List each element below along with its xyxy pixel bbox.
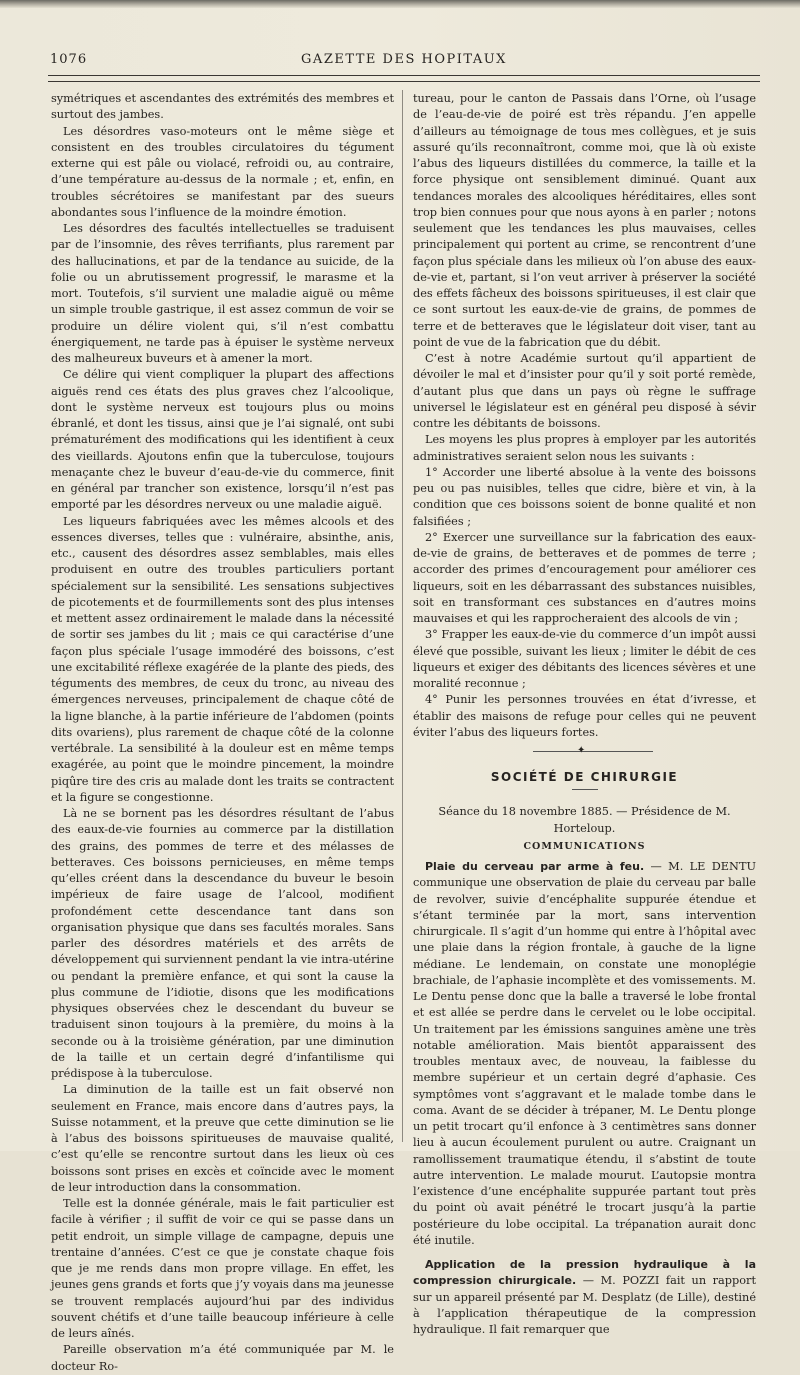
- article-text: fait un rapport sur un appareil présenté par M. Desplatz (de Lille), destiné à l’application thérapeutique de la compression hydraulique. Il fait remarquer que: [413, 1274, 756, 1336]
- paragraph: Ce délire qui vient compliquer la plupart des affections aiguës rend ces états des plus graves chez l’alcoolique, dont le système nerveux est toujours plus ou moins ébranlé, et dont les tissus, ainsi que je l’ai signalé, ont subi prématurément des modifications qui les identifient à ceux des vieillards. Ajoutons enfin que la tuberculose, toujours menaçante chez le buveur d’eau-de-vie du commerce, finit en général par trancher son existence, lorsqu’il n’est pas emporté par les désordres nerveux ou une maladie aiguë.: [51, 368, 394, 512]
- scan-top-edge: [0, 0, 800, 8]
- page-header: [50, 52, 758, 68]
- article-heading: Application de la pression hydraulique à la compression chirurgicale.: [413, 1258, 756, 1288]
- paragraph: Les liqueurs fabriquées avec les mêmes alcools et des essences diverses, telles que : vulnéraire, absinthe, anis, etc., causent des désordres assez semblables, mais elles produisent en outre des troubles particuliers portant spécialement sur la sensibilité. Les sensations subjectives de picotements et de fourmillements sont des plus intenses et mettent assez ordinairement le malade dans la nécessité de sortir ses jambes du lit ; mais ce qui caractérise d’une façon plus spéciale l’usage immodéré des boissons, c’est une excitabilité réflexe exagérée de la plante des pieds, des téguments des membres, de ceux du tronc, au niveau des émergences nerveuses, principalement de chaque côté de la ligne blanche, à la partie inférieure de l’abdomen (points dits ovariens), plus rarement de chaque côté de la colonne vertébrale. La sensibilité à la douleur est en même temps exagérée, au point que le moindre pincement, la moindre piqûre tire des cris au malade dont les traits se contractent et la figure se congestionne.: [51, 514, 394, 804]
- article-heading: Plaie du cerveau par arme à feu.: [425, 860, 645, 873]
- paragraph: Là ne se bornent pas les désordres résultant de l’abus des eaux-de-vie fournies au commerce par la distillation des grains, des pommes de terre et des mélasses de betteraves. Ces boissons pernicieuses, en même temps qu’elles créent dans la descendance du buveur le besoin impérieux de faire usage de l’alcool, modifient profondément cette descendance tant dans son organisation physique que dans ses facultés morales. Sans parler des désordres matériels et des arrêts de développement qui surviennent pendant la vie intra-utérine ou pendant la première enfance, et qui sont la cause la plus commune de l’idiotie, disons que les modifications physiques observées chez le descendant du buveur se traduisent sinon toujours à la première, du moins à la seconde ou à la troisième génération, par une diminution de la taille et un certain degré d’infantilisme qui prédispose à la tuberculose.: [51, 807, 394, 1080]
- article-paragraph: Application de la pression hydraulique à la compression chirurgicale. — M. POZZI fait un rapport sur un appareil présenté par M. Desplatz (de Lille), destiné à l’application thérapeutique de la compression hydraulique. Il fait remarquer que: [413, 1258, 756, 1336]
- paragraph: La diminution de la taille est un fait observé non seulement en France, mais encore dans d’autres pays, la Suisse notamment, et la preuve que cette diminution se lie à l’abus des boissons spiritueuses de mauvaise qualité, c’est qu’elle se rencontre surtout dans les lieux où ces boissons sont prises en excès et coïncide avec le moment de leur introduction dans la consommation.: [51, 1083, 394, 1194]
- article-author: M. LE DENTU: [668, 860, 756, 873]
- paragraph: tureau, pour le canton de Passais dans l’Orne, où l’usage de l’eau-de-vie de poiré est très répandu. J’en appelle d’ailleurs au témoignage de tous mes collègues, et je suis assuré qu’ils reconnaîtront, comme moi, que là où existe l’abus des liqueurs distillées du commerce, la taille et la force physique ont sensiblement diminué. Quant aux tendances morales des alcooliques héréditaires, elles sont trop bien connues pour que nous ayons à en parler ; notons seulement que les tendances les plus mauvaises, celles principalement qui portent au crime, se rencontrent d’une façon plus spéciale dans les milieux où l’on abuse des eaux-de-vie et, partant, si l’on veut arriver à préserver la société des effets fâcheux des boissons spiritueuses, il est clair que ce sont surtout les eaux-de-vie de grains, de pommes de terre et de betteraves que le législateur doit viser, tant au point de vue de la fabrication que du débit.: [413, 92, 756, 349]
- article-author: M. POZZI: [600, 1274, 660, 1288]
- journal-title: GAZETTE DES HOPITAUX: [301, 52, 507, 67]
- subheading: COMMUNICATIONS: [523, 840, 646, 852]
- list-item: 1° Accorder une liberté absolue à la vente des boissons peu ou pas nuisibles, telles que cidre, bière et vin, à la condition que ces boissons soient de bonne qualité et non falsifiées ;: [413, 465, 756, 528]
- paragraph: C’est à notre Académie surtout qu’il appartient de dévoiler le mal et d’insister pour qu’il y soit porté remède, d’autant plus que dans un pays où règne le suffrage universel le législateur est en général peu disposé à sévir contre les débitants de boissons.: [413, 352, 756, 430]
- paragraph: Telle est la donnée générale, mais le fait particulier est facile à vérifier ; il suffit de voir ce qui se passe dans un petit endroit, un simple village de campagne, depuis une trentaine d’années. C’est ce que je constate chaque fois que je me rends dans mon propre village. En effet, les jeunes gens grands et forts que j’y voyais dans ma jeunesse se trouvent remplacés aujourd’hui par des individus souvent chétifs et d’une taille beaucoup inférieure à celle de leurs aînés.: [51, 1197, 394, 1340]
- section-divider: [413, 741, 756, 763]
- page-number: 1076: [50, 52, 88, 67]
- left-column: [51, 91, 394, 1375]
- divider-line: [533, 751, 653, 752]
- paragraph: Pareille observation m’a été communiquée par M. le docteur Ro-: [51, 1343, 394, 1373]
- short-rule: [572, 789, 598, 790]
- right-column: [413, 91, 756, 1338]
- list-item: 3° Frapper les eaux-de-vie du commerce d’un impôt aussi élevé que possible, suivant les lieux ; limiter le débit de ces liqueurs et exiger des débitants des licences sévères et une moralité reconnue ;: [413, 628, 756, 690]
- article-text: communique une observation de plaie du cerveau par balle de revolver, suivie d’encéphalite suppurée étendue et s’étant terminée par la mort, sans intervention chirurgicale. Il s’agit d’un homme qui entre à l’hôpital avec une plaie dans la région frontale, à gauche de la ligne médiane. Le lendemain, on constate une monoplégie brachiale, de l’aphasie incomplète et des vomissements. M. Le Dentu pense donc que la balle a traversé le lobe frontal et est allée se perdre dans le cervelet ou le lobe occipital. Un traitement par les émissions sanguines amène une très notable amélioration. Mais bientôt apparaissent des troubles mentaux avec, de nouveau, la faiblesse du membre supérieur et un certain degré d’aphasie. Ces symptômes vont s’aggravant et le malade tombe dans le coma. Avant de se décider à trépaner, M. Le Dentu plonge un petit trocart qu’il enfonce à 3 centimètres sans donner lieu à aucun écoulement purulent ou autre. Craignant un ramollissement traumatique étendu, il s’abstint de toute autre intervention. Le malade mourut. L’autopsie montra l’existence d’une encéphalite suppurée partant tout près du point où avait pénétré le trocart jusqu’à la partie postérieure du lobe occipital. La trépanation aurait donc été inutile.: [413, 876, 756, 1247]
- paragraph: Les moyens les plus propres à employer par les autorités administratives seraient selon nous les suivants :: [413, 433, 756, 463]
- ornament-icon: ✦: [577, 745, 586, 756]
- article-paragraph: Plaie du cerveau par arme à feu. — M. LE DENTU communique une observation de plaie du cerveau par balle de revolver, suivie d’encéphalite suppurée étendue et s’étant terminée par la mort, sans intervention chirurgicale. Il s’agit d’un homme qui entre à l’hôpital avec une plaie dans la région frontale, à gauche de la ligne médiane. Le lendemain, on constate une monoplégie brachiale, de l’aphasie incomplète et des vomissements. M. Le Dentu pense donc que la balle a traversé le lobe frontal et est allée se perdre dans le cervelet ou le lobe occipital. Un traitement par les émissions sanguines amène une très notable amélioration. Mais bientôt apparaissent des troubles mentaux avec, de nouveau, la faiblesse du membre supérieur et un certain degré d’aphasie. Ces symptômes vont s’aggravant et le malade tombe dans le coma. Avant de se décider à trépaner, M. Le Dentu plonge un petit trocart qu’il enfonce à 3 centimètres sans donner lieu à aucun écoulement purulent ou autre. Craignant un ramollissement traumatique étendu, il s’abstint de toute autre intervention. Le malade mourut. L’autopsie montra l’existence d’une encéphalite suppurée partant tout près du point où avait pénétré le trocart jusqu’à la partie postérieure du lobe occipital. La trépanation aurait donc été inutile.: [413, 860, 756, 1247]
- header-rule-thick: [48, 75, 760, 76]
- column-separator: [402, 90, 403, 1142]
- list-item: 4° Punir les personnes trouvées en état d’ivresse, et établir des maisons de refuge pour celles qui ne peuvent éviter l’abus des liqueurs fortes.: [413, 693, 756, 739]
- header-rule-thin: [48, 81, 760, 82]
- list-item: 2° Exercer une surveillance sur la fabrication des eaux-de-vie de grains, de betteraves et de pommes de terre ; accorder des primes d’encouragement pour améliorer ces liqueurs, soit en les débarrassant des substances nuisibles, soit en transformant ces substances en d’autres moins mauvaises et qui les rapprocheraient des alcools de vin ;: [413, 530, 756, 625]
- paragraph: Les désordres des facultés intellectuelles se traduisent par de l’insomnie, des rêves terrifiants, plus rarement par des hallucinations, et par de la tendance au suicide, de la folie ou un abrutissement progressif, le marasme et la mort. Toutefois, s’il survient une maladie aiguë ou même un simple trouble gastrique, il est assez commun de voir se produire un délire violent qui, s’il n’est combattu énergiquement, ne tarde pas à épuiser le système nerveux des malheureux buveurs et à amener la mort.: [51, 222, 394, 365]
- session-line: Séance du 18 novembre 1885. — Présidence de M. Horteloup.: [438, 805, 731, 835]
- paragraph: Les désordres vaso-moteurs ont le même siège et consistent en des troubles circulatoires du tégument externe qui est pâle ou violacé, refroidi ou, au contraire, d’une température au-dessus de la normale ; et, enfin, en troubles sécrétoires se manifestant par des sueurs abondantes sous l’influence de la moindre émotion.: [51, 124, 394, 219]
- section-title: SOCIÉTÉ DE CHIRURGIE: [490, 770, 679, 784]
- paragraph: symétriques et ascendantes des extrémités des membres et surtout des jambes.: [51, 92, 394, 122]
